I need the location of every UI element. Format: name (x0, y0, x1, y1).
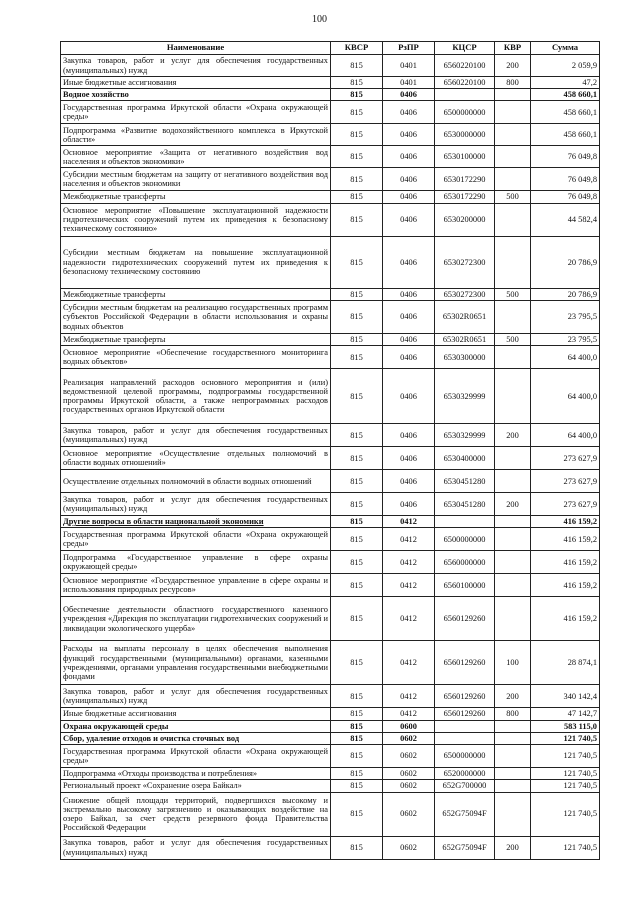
row-sum: 416 159,2 (531, 516, 600, 528)
row-name: Региональный проект «Сохранение озера Байкал» (61, 780, 331, 792)
row-kvsr: 815 (331, 369, 383, 424)
row-kcsr: 6560129260 (435, 641, 495, 685)
row-kvsr: 815 (331, 424, 383, 447)
row-kvr: 800 (495, 708, 531, 720)
row-kvr: 200 (495, 493, 531, 516)
row-name: Подпрограмма «Отходы производства и потребления» (61, 768, 331, 780)
row-kvsr: 815 (331, 168, 383, 191)
row-name: Расходы на выплаты персоналу в целях обеспечения выполнения функций государственными (муниципальными) органами, казенными учреждениями, органами управления государственными внебюджетными фондами (61, 641, 331, 685)
row-sum: 23 795,5 (531, 333, 600, 345)
row-kvr: 200 (495, 424, 531, 447)
row-kcsr: 6530000000 (435, 124, 495, 146)
row-kvr (495, 516, 531, 528)
row-kvr: 500 (495, 333, 531, 345)
table-row (61, 792, 600, 836)
row-sum: 416 159,2 (531, 528, 600, 551)
row-sum: 44 582,4 (531, 203, 600, 236)
header-sum: Сумма (531, 42, 600, 55)
row-kcsr (435, 89, 495, 101)
row-name: Закупка товаров, работ и услуг для обеспечения государственных (муниципальных) нужд (61, 424, 331, 447)
row-kvsr: 815 (331, 124, 383, 146)
row-sum: 64 400,0 (531, 369, 600, 424)
row-name: Обеспечение деятельности областного государственного казенного учреждения «Дирекция по эксплуатации гидротехнических сооружений и ликвидации экологического ущерба» (61, 597, 331, 641)
row-kvr (495, 369, 531, 424)
table-row (61, 77, 600, 89)
row-kcsr: 652G700000 (435, 780, 495, 792)
row-sum: 273 627,9 (531, 493, 600, 516)
row-kvsr: 815 (331, 745, 383, 768)
row-rzpr: 0412 (383, 528, 435, 551)
table-row (61, 732, 600, 744)
row-kcsr (435, 516, 495, 528)
row-kvr (495, 203, 531, 236)
table-row (61, 780, 600, 792)
row-kcsr: 6530100000 (435, 146, 495, 168)
row-sum: 20 786,9 (531, 236, 600, 288)
row-sum: 416 159,2 (531, 551, 600, 574)
row-kvr (495, 146, 531, 168)
row-kvr (495, 101, 531, 124)
row-kvsr: 815 (331, 792, 383, 836)
row-rzpr: 0406 (383, 300, 435, 333)
row-rzpr: 0406 (383, 89, 435, 101)
row-kvr: 200 (495, 685, 531, 708)
row-kcsr: 6500000000 (435, 528, 495, 551)
row-kcsr: 6530172290 (435, 168, 495, 191)
table-row (61, 288, 600, 300)
table-row (61, 516, 600, 528)
table-row (61, 720, 600, 732)
row-kvsr: 815 (331, 300, 383, 333)
row-sum: 340 142,4 (531, 685, 600, 708)
row-kcsr: 6530451280 (435, 493, 495, 516)
table-row (61, 300, 600, 333)
row-rzpr: 0406 (383, 424, 435, 447)
table-header-row (61, 42, 600, 55)
row-name: Основное мероприятие «Обеспечение государственного мониторинга водных объектов» (61, 346, 331, 369)
table-row (61, 146, 600, 168)
row-rzpr: 0406 (383, 146, 435, 168)
row-kcsr: 6560220100 (435, 77, 495, 89)
row-kvsr: 815 (331, 470, 383, 493)
row-name: Государственная программа Иркутской области «Охрана окружающей среды» (61, 745, 331, 768)
header-rzpr: РзПР (383, 42, 435, 55)
row-name: Основное мероприятие «Осуществление отдельных полномочий в области водных отношений» (61, 447, 331, 470)
table-row (61, 369, 600, 424)
row-kvr (495, 720, 531, 732)
table-body (61, 55, 600, 860)
page-number: 100 (312, 14, 327, 25)
row-kvsr: 815 (331, 55, 383, 77)
row-kvsr: 815 (331, 836, 383, 859)
table-row (61, 55, 600, 77)
row-kvsr: 815 (331, 768, 383, 780)
row-kvr: 800 (495, 77, 531, 89)
header-kvr: КВР (495, 42, 531, 55)
row-rzpr: 0412 (383, 597, 435, 641)
table-row (61, 708, 600, 720)
row-rzpr: 0406 (383, 203, 435, 236)
row-name: Водное хозяйство (61, 89, 331, 101)
header-kcsr: КЦСР (435, 42, 495, 55)
row-sum: 76 049,8 (531, 146, 600, 168)
row-name: Иные бюджетные ассигнования (61, 77, 331, 89)
row-rzpr: 0406 (383, 369, 435, 424)
row-kvsr: 815 (331, 720, 383, 732)
row-name: Сбор, удаление отходов и очистка сточных вод (61, 732, 331, 744)
row-name: Иные бюджетные ассигнования (61, 708, 331, 720)
row-kcsr: 652G75094F (435, 792, 495, 836)
row-kvsr: 815 (331, 528, 383, 551)
row-kcsr: 6530272300 (435, 236, 495, 288)
row-sum: 47 142,7 (531, 708, 600, 720)
table-row (61, 124, 600, 146)
row-kvsr: 815 (331, 574, 383, 597)
row-sum: 23 795,5 (531, 300, 600, 333)
row-name: Государственная программа Иркутской области «Охрана окружающей среды» (61, 528, 331, 551)
row-kcsr: 6530329999 (435, 424, 495, 447)
row-kcsr: 6530172290 (435, 191, 495, 203)
row-kvr (495, 597, 531, 641)
table-row (61, 574, 600, 597)
row-sum: 458 660,1 (531, 101, 600, 124)
row-name: Закупка товаров, работ и услуг для обеспечения государственных (муниципальных) нужд (61, 55, 331, 77)
row-kvsr: 815 (331, 346, 383, 369)
row-kcsr: 65302R0651 (435, 333, 495, 345)
row-name: Снижение общей площади территорий, подвергшихся высокому и экстремально высокому загрязнению и оказывающих воздействие на озеро Байкал, за счет средств резервного фонда Правительства Российской Федерации (61, 792, 331, 836)
row-kvr (495, 732, 531, 744)
row-sum: 458 660,1 (531, 124, 600, 146)
row-kvsr: 815 (331, 597, 383, 641)
row-kcsr: 6520000000 (435, 768, 495, 780)
row-sum: 273 627,9 (531, 470, 600, 493)
table-row (61, 641, 600, 685)
table-row (61, 101, 600, 124)
row-kvsr: 815 (331, 236, 383, 288)
row-name: Государственная программа Иркутской области «Охрана окружающей среды» (61, 101, 331, 124)
row-kvr (495, 745, 531, 768)
row-name: Реализация направлений расходов основного мероприятия и (или) ведомственной целевой программы, подпрограммы государственной программы Иркутской области, а также непрограммных расходов государственных органов Иркутской области (61, 369, 331, 424)
row-kvsr: 815 (331, 685, 383, 708)
row-kcsr (435, 732, 495, 744)
row-kcsr (435, 720, 495, 732)
row-sum: 121 740,5 (531, 792, 600, 836)
row-rzpr: 0412 (383, 516, 435, 528)
row-rzpr: 0602 (383, 780, 435, 792)
table-row (61, 424, 600, 447)
row-rzpr: 0401 (383, 77, 435, 89)
row-kcsr: 6530329999 (435, 369, 495, 424)
table-row (61, 203, 600, 236)
row-name: Охрана окружающей среды (61, 720, 331, 732)
row-rzpr: 0406 (383, 447, 435, 470)
table-row (61, 836, 600, 859)
row-rzpr: 0600 (383, 720, 435, 732)
row-kcsr: 6530200000 (435, 203, 495, 236)
row-kvsr: 815 (331, 89, 383, 101)
row-rzpr: 0406 (383, 236, 435, 288)
row-rzpr: 0406 (383, 101, 435, 124)
row-kvr (495, 574, 531, 597)
row-kcsr: 6530400000 (435, 447, 495, 470)
row-rzpr: 0406 (383, 168, 435, 191)
row-kvr (495, 89, 531, 101)
table-row (61, 447, 600, 470)
row-kcsr: 6500000000 (435, 745, 495, 768)
header-name: Наименование (61, 42, 331, 55)
row-rzpr: 0406 (383, 493, 435, 516)
row-rzpr: 0406 (383, 470, 435, 493)
table-row (61, 470, 600, 493)
row-kvr: 500 (495, 191, 531, 203)
row-rzpr: 0412 (383, 551, 435, 574)
row-name: Субсидии местным бюджетам на защиту от негативного воздействия вод населения и объектов экономики (61, 168, 331, 191)
row-kvr (495, 780, 531, 792)
row-kvsr: 815 (331, 146, 383, 168)
row-kvr (495, 124, 531, 146)
row-kcsr: 6530272300 (435, 288, 495, 300)
row-kvsr: 815 (331, 641, 383, 685)
row-kcsr: 6560129260 (435, 685, 495, 708)
row-kvr (495, 168, 531, 191)
row-name: Осуществление отдельных полномочий в области водных отношений (61, 470, 331, 493)
row-kcsr: 6560220100 (435, 55, 495, 77)
row-rzpr: 0406 (383, 191, 435, 203)
row-kcsr: 6500000000 (435, 101, 495, 124)
row-name: Закупка товаров, работ и услуг для обеспечения государственных (муниципальных) нужд (61, 836, 331, 859)
row-name: Закупка товаров, работ и услуг для обеспечения государственных (муниципальных) нужд (61, 493, 331, 516)
row-kvsr: 815 (331, 493, 383, 516)
row-kvsr: 815 (331, 191, 383, 203)
row-kvr (495, 447, 531, 470)
row-kcsr: 6530300000 (435, 346, 495, 369)
row-kvsr: 815 (331, 288, 383, 300)
row-kvsr: 815 (331, 732, 383, 744)
row-rzpr: 0412 (383, 685, 435, 708)
row-sum: 121 740,5 (531, 732, 600, 744)
row-kvsr: 815 (331, 780, 383, 792)
table-row (61, 551, 600, 574)
row-kvsr: 815 (331, 203, 383, 236)
row-sum: 273 627,9 (531, 447, 600, 470)
row-kvr (495, 551, 531, 574)
row-kvr (495, 768, 531, 780)
table-row (61, 493, 600, 516)
row-kcsr: 6560129260 (435, 597, 495, 641)
table-row (61, 745, 600, 768)
row-kvr: 200 (495, 836, 531, 859)
row-rzpr: 0406 (383, 333, 435, 345)
row-rzpr: 0602 (383, 745, 435, 768)
row-name: Основное мероприятие «Государственное управление в сфере охраны и использования природных ресурсов» (61, 574, 331, 597)
row-kcsr: 6560000000 (435, 551, 495, 574)
row-kcsr: 6560129260 (435, 708, 495, 720)
table-row (61, 191, 600, 203)
row-rzpr: 0401 (383, 55, 435, 77)
row-sum: 121 740,5 (531, 780, 600, 792)
table-row (61, 236, 600, 288)
row-kvsr: 815 (331, 77, 383, 89)
row-name: Межбюджетные трансферты (61, 288, 331, 300)
row-kvr: 200 (495, 55, 531, 77)
row-rzpr: 0602 (383, 768, 435, 780)
row-kvsr: 815 (331, 551, 383, 574)
row-name: Подпрограмма «Государственное управление в сфере охраны окружающей среды» (61, 551, 331, 574)
table-row (61, 89, 600, 101)
row-sum: 47,2 (531, 77, 600, 89)
row-kcsr: 6530451280 (435, 470, 495, 493)
row-sum: 28 874,1 (531, 641, 600, 685)
table-row (61, 333, 600, 345)
row-name: Субсидии местным бюджетам на повышение эксплуатационной надежности гидротехнических сооружений путем их приведения к безопасному техническому состоянию (61, 236, 331, 288)
row-name: Межбюджетные трансферты (61, 191, 331, 203)
row-rzpr: 0412 (383, 641, 435, 685)
row-name: Подпрограмма «Развитие водохозяйственного комплекса в Иркутской области» (61, 124, 331, 146)
row-kcsr: 6560100000 (435, 574, 495, 597)
row-rzpr: 0602 (383, 732, 435, 744)
table-row (61, 346, 600, 369)
row-kcsr: 65302R0651 (435, 300, 495, 333)
row-sum: 458 660,1 (531, 89, 600, 101)
table-row (61, 768, 600, 780)
row-sum: 76 049,8 (531, 168, 600, 191)
row-sum: 583 115,0 (531, 720, 600, 732)
row-sum: 64 400,0 (531, 346, 600, 369)
row-kvr (495, 236, 531, 288)
row-kvr (495, 470, 531, 493)
row-name: Субсидии местным бюджетам на реализацию государственных программ субъектов Российской Федерации в области использования и охраны водных объектов (61, 300, 331, 333)
row-sum: 416 159,2 (531, 597, 600, 641)
row-kvsr: 815 (331, 101, 383, 124)
row-kvsr: 815 (331, 447, 383, 470)
row-rzpr: 0406 (383, 288, 435, 300)
row-sum: 121 740,5 (531, 745, 600, 768)
row-rzpr: 0412 (383, 708, 435, 720)
row-sum: 64 400,0 (531, 424, 600, 447)
table-row (61, 528, 600, 551)
row-kvr (495, 528, 531, 551)
row-kvsr: 815 (331, 516, 383, 528)
row-sum: 121 740,5 (531, 768, 600, 780)
row-kvsr: 815 (331, 708, 383, 720)
row-kvr (495, 346, 531, 369)
row-kvsr: 815 (331, 333, 383, 345)
row-kvr: 500 (495, 288, 531, 300)
row-sum: 76 049,8 (531, 191, 600, 203)
row-kvr: 100 (495, 641, 531, 685)
row-rzpr: 0412 (383, 574, 435, 597)
row-rzpr: 0406 (383, 124, 435, 146)
header-kvsr: КВСР (331, 42, 383, 55)
budget-table (60, 41, 600, 860)
row-name: Закупка товаров, работ и услуг для обеспечения государственных (муниципальных) нужд (61, 685, 331, 708)
row-kcsr: 652G75094F (435, 836, 495, 859)
table-row (61, 168, 600, 191)
row-rzpr: 0602 (383, 792, 435, 836)
row-sum: 121 740,5 (531, 836, 600, 859)
row-name: Основное мероприятие «Повышение эксплуатационной надежности гидротехнических сооружений путем их приведения к безопасному техническому состоянию» (61, 203, 331, 236)
table-row (61, 685, 600, 708)
row-kvr (495, 792, 531, 836)
row-name: Основное мероприятие «Защита от негативного воздействия вод населения и объектов экономики» (61, 146, 331, 168)
row-sum: 2 059,9 (531, 55, 600, 77)
row-name: Другие вопросы в области национальной экономики (61, 516, 331, 528)
row-sum: 416 159,2 (531, 574, 600, 597)
row-name: Межбюджетные трансферты (61, 333, 331, 345)
row-kvr (495, 300, 531, 333)
row-rzpr: 0602 (383, 836, 435, 859)
table-row (61, 597, 600, 641)
row-sum: 20 786,9 (531, 288, 600, 300)
row-rzpr: 0406 (383, 346, 435, 369)
